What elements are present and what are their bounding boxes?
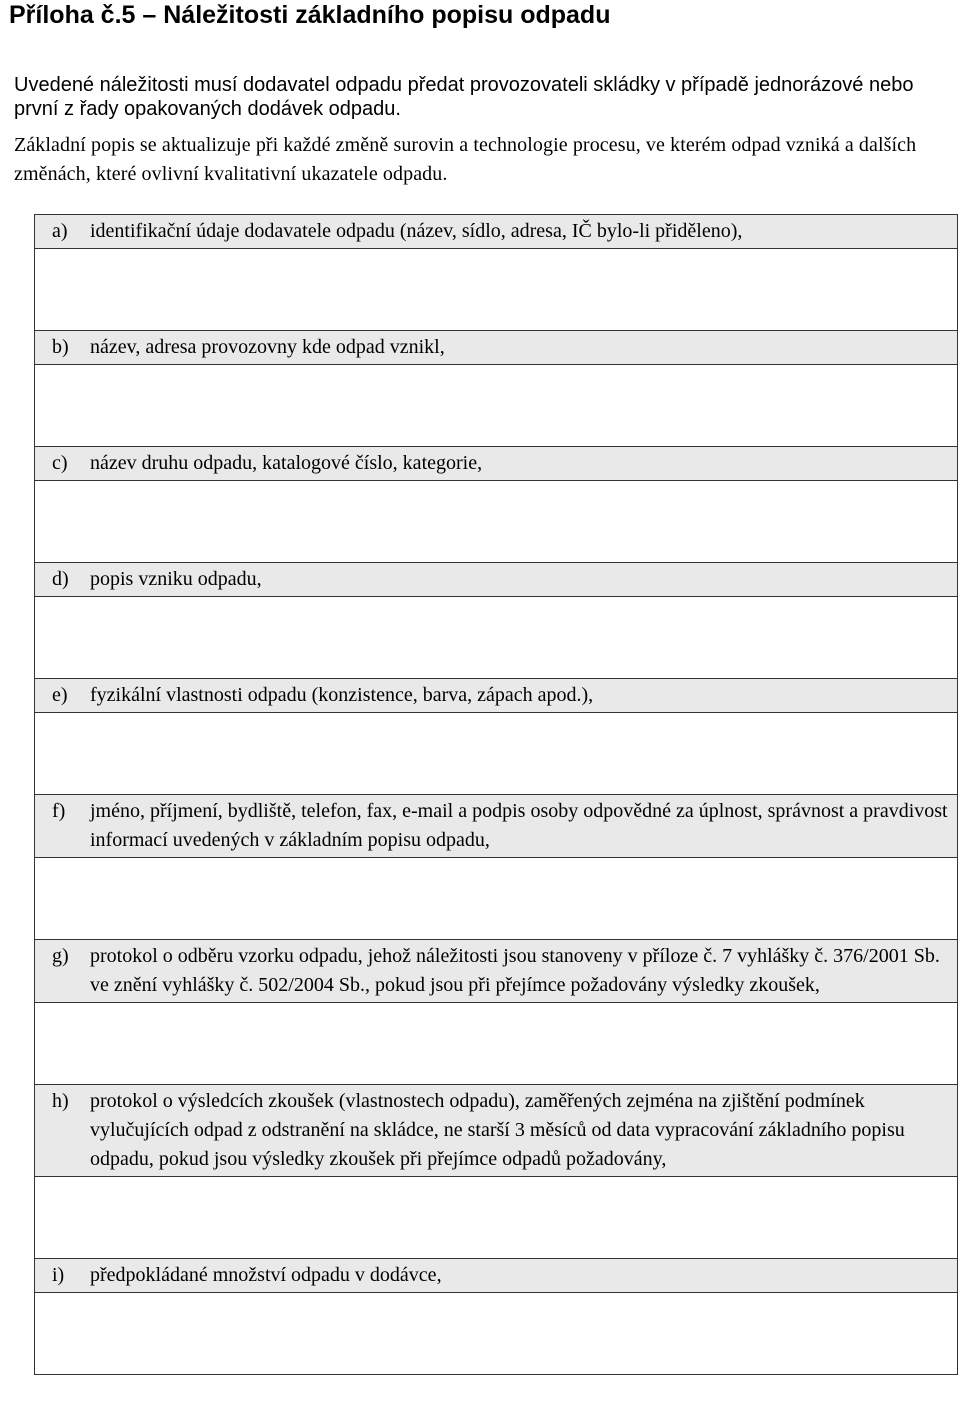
- section-d: [35, 563, 957, 679]
- section-letter: d): [52, 568, 69, 590]
- section-c: [35, 447, 957, 563]
- section-label: protokol o odběru vzorku odpadu, jehož náležitosti jsou stanoveny v příloze č. 7 vyhlášky č. 376/2001 Sb. ve znění vyhlášky č. 502/2004 Sb., pokud jsou při přejímce požadovány výsledky zkoušek,: [90, 945, 940, 996]
- section-f: [35, 795, 957, 940]
- sampling-protocol-field[interactable]: [35, 1003, 957, 1085]
- section-heading: [35, 1259, 957, 1293]
- section-letter: i): [52, 1264, 65, 1286]
- section-label: fyzikální vlastnosti odpadu (konzistence, barva, zápach apod.),: [90, 684, 594, 706]
- expected-quantity-field[interactable]: [35, 1293, 957, 1375]
- section-heading: [35, 447, 957, 481]
- section-letter: g): [52, 945, 69, 967]
- update-note: Základní popis se aktualizuje při každé změně surovin a technologie procesu, ve kterém odpad vzniká a dalších změnách, které ovlivní kvalitativní ukazatele odpadu.: [14, 134, 917, 185]
- responsible-person-field[interactable]: [35, 858, 957, 940]
- waste-origin-field[interactable]: [35, 597, 957, 679]
- section-letter: h): [52, 1090, 69, 1112]
- waste-type-field[interactable]: [35, 481, 957, 563]
- section-heading: [35, 679, 957, 713]
- section-g: [35, 940, 957, 1085]
- section-letter: e): [52, 684, 68, 706]
- section-label: název, adresa provozovny kde odpad vznikl,: [90, 336, 445, 358]
- page-title: Příloha č.5 – Náležitosti základního popisu odpadu: [9, 1, 611, 29]
- section-heading: [35, 795, 957, 858]
- physical-properties-field[interactable]: [35, 713, 957, 795]
- section-label: identifikační údaje dodavatele odpadu (název, sídlo, adresa, IČ bylo-li přiděleno),: [90, 220, 743, 242]
- section-heading: [35, 940, 957, 1003]
- section-heading: [35, 1085, 957, 1177]
- section-heading: [35, 563, 957, 597]
- section-a: [35, 215, 957, 331]
- test-results-field[interactable]: [35, 1177, 957, 1259]
- section-label: jméno, příjmení, bydliště, telefon, fax, e-mail a podpis osoby odpovědné za úplnost, správnost a pravdivost informací uvedených v základním popisu odpadu,: [90, 800, 948, 851]
- section-heading: [35, 331, 957, 365]
- section-letter: f): [52, 800, 66, 822]
- section-h: [35, 1085, 957, 1259]
- section-label: předpokládané množství odpadu v dodávce,: [90, 1264, 442, 1286]
- section-label: popis vzniku odpadu,: [90, 568, 262, 590]
- section-heading: [35, 215, 957, 249]
- section-label: název druhu odpadu, katalogové číslo, kategorie,: [90, 452, 483, 474]
- section-letter: b): [52, 336, 69, 358]
- section-label: protokol o výsledcích zkoušek (vlastnostech odpadu), zaměřených zejména na zjištění podmínek vylučujících odpad z odstranění na skládce, ne starší 3 měsíců od data vypracování základního popisu odpadu, pokud jsou výsledky zkoušek při přejímce odpadů požadovány,: [90, 1090, 905, 1170]
- section-letter: a): [52, 220, 68, 242]
- section-b: [35, 331, 957, 447]
- supplier-identification-field[interactable]: [35, 249, 957, 331]
- section-e: [35, 679, 957, 795]
- waste-description-form: [34, 214, 958, 1375]
- intro-paragraph: Uvedené náležitosti musí dodavatel odpadu předat provozovateli skládky v případě jednorázové nebo první z řady opakovaných dodávek odpadu.: [14, 74, 914, 120]
- facility-address-field[interactable]: [35, 365, 957, 447]
- section-letter: c): [52, 452, 68, 474]
- section-i: [35, 1259, 957, 1375]
